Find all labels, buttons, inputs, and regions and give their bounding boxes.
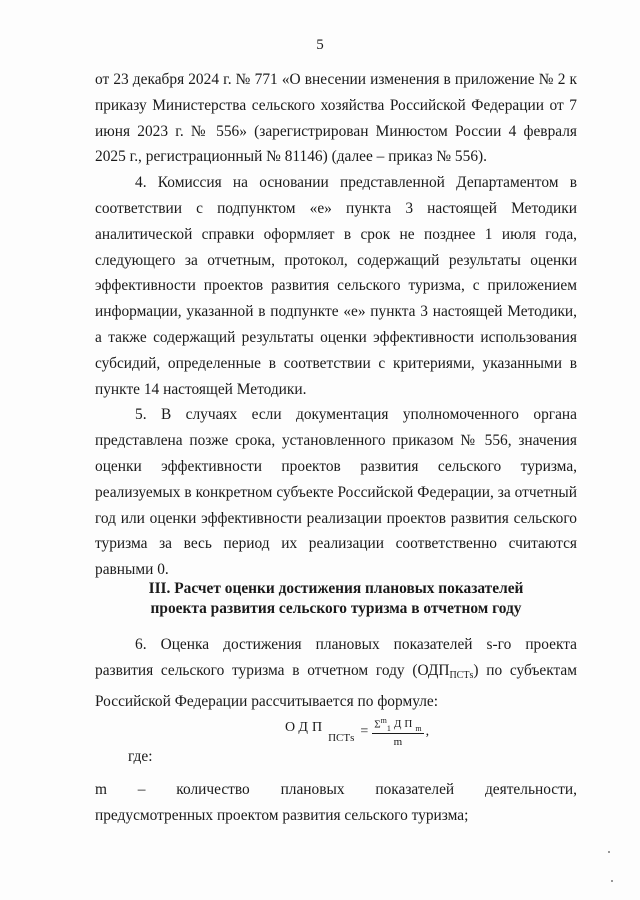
scan-speck bbox=[608, 851, 610, 853]
formula-equals: = bbox=[360, 724, 369, 739]
where-label: где: bbox=[128, 748, 153, 765]
formula-sum-lower: 1 bbox=[386, 723, 391, 733]
formula-lhs bbox=[285, 720, 354, 744]
definition-continuation: предусмотренных проектом развития сельского туризма; bbox=[95, 807, 469, 824]
formula-numerator-subscript: m bbox=[415, 723, 422, 733]
formula-numerator-term: ДП bbox=[393, 718, 416, 731]
paragraph-item-6-text-b: ) по субъектам Российской Федерации рассчитывается по формуле: bbox=[95, 661, 578, 710]
paragraph-order-reference: от 23 декабря 2024 г. № 771 «О внесении изменения в приложение № 2 к приказу Министерства сельского хозяйства Российской Федерации от 7 июня 2023 г. № 556» (зарегистрирован Минюстом России 4 февраля 2025 г., регистрационный № 81146) (далее – приказ № 556). bbox=[95, 71, 577, 166]
paragraph-item-6-subscript: ПСТs bbox=[449, 669, 474, 681]
formula bbox=[285, 708, 429, 756]
scan-speck bbox=[611, 880, 613, 882]
formula-sum-upper: m bbox=[380, 715, 387, 725]
definition-word: плановых bbox=[280, 781, 345, 798]
paragraph-item-6-text-a: 6. Оценка достижения плановых показателей s-го проекта развития сельского туризма в отчетном году (ОДП bbox=[95, 636, 577, 679]
definition-word: количество bbox=[176, 781, 250, 798]
paragraph-item-6 bbox=[95, 632, 577, 714]
definition-word: показателей bbox=[375, 781, 455, 798]
text-block-lower bbox=[95, 632, 577, 714]
formula-fraction bbox=[372, 716, 423, 749]
paragraph-item-5: 5. В случаях если документация уполномоченного органа представлена позже срока, установленного приказом № 556, значения оценки эффективности проектов развития сельского туризма, реализуемых в конкретном субъекте Российской Федерации, за отчетный год или оценки эффективности реализации проектов развития сельского туризма за весь период их реализации соответственно считаются равными 0. bbox=[95, 406, 577, 579]
paragraph-item-4: 4. Комиссия на основании представленной Департаментом в соответствии с подпунктом «е» пункта 3 настоящей Методики аналитической справки оформляет в срок не позднее 1 июля года, следующего за отчетным, протокол, содержащий результаты оценки эффективности проектов развития сельского туризма, с приложением информации, указанной в подпункте «е» пункта 3 настоящей Методики, а также содержащий результаты оценки эффективности использования субсидий, определенные в соответствии с критериями, указанными в пункте 14 настоящей Методики. bbox=[95, 174, 577, 398]
text-block-upper bbox=[95, 67, 577, 583]
formula-lhs-subscript: ПСТs bbox=[328, 732, 355, 744]
formula-lhs-symbol: ОДП bbox=[285, 720, 327, 735]
definition-variable: m bbox=[95, 781, 107, 798]
definition-word: деятельности, bbox=[484, 781, 577, 798]
formula-denominator: m bbox=[393, 736, 403, 749]
formula-comma: , bbox=[425, 724, 430, 739]
formula-numerator bbox=[372, 716, 423, 735]
section-heading-line-2: проекта развития сельского туризма в отчетном году bbox=[150, 600, 522, 617]
section-heading-line-1: III. Расчет оценки достижения плановых показателей bbox=[148, 580, 524, 597]
section-heading bbox=[95, 579, 577, 619]
definition-dash: – bbox=[137, 781, 146, 798]
page-number: 5 bbox=[316, 37, 324, 53]
formula-sum-symbol: Σ bbox=[374, 718, 381, 731]
definition-row bbox=[95, 777, 577, 803]
